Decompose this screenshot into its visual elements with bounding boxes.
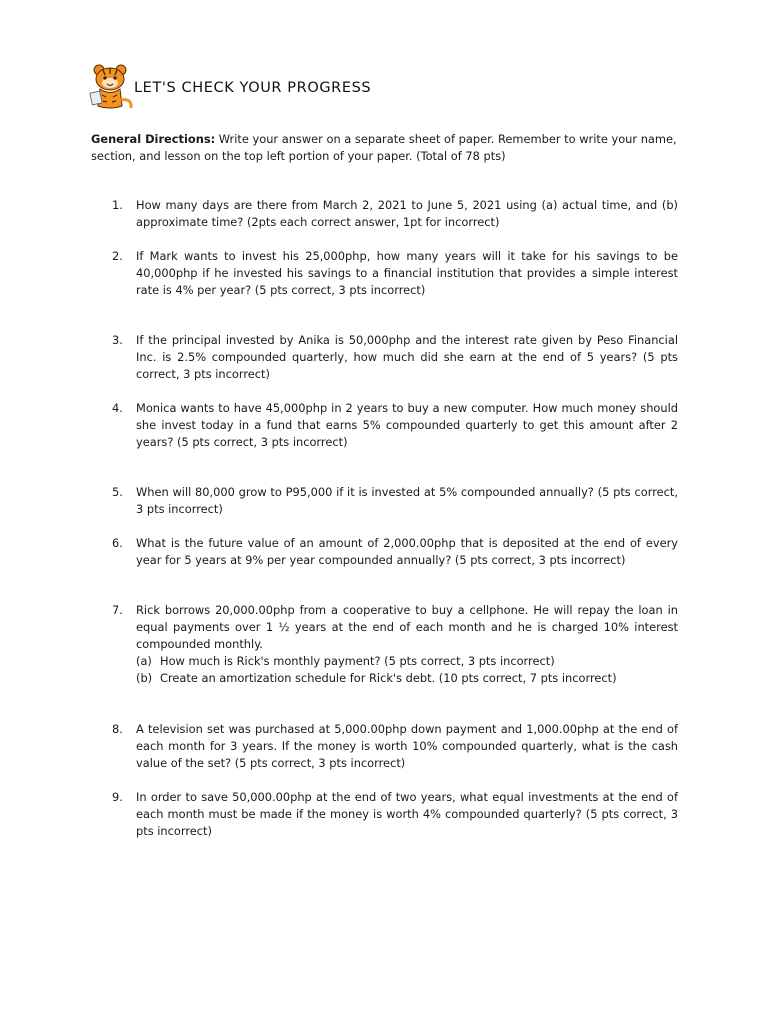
question-text: When will 80,000 grow to P95,000 if it is invested at 5% compounded annually? (5 pts correct, 3 pts incorrect)	[136, 485, 678, 516]
question-number: 7.	[112, 603, 123, 617]
question-item	[112, 535, 678, 569]
question-number: 8.	[112, 722, 123, 736]
question-text: In order to save 50,000.00php at the end of two years, what equal investments at the end of each month must be made if the money is worth 4% compounded quarterly? (5 pts correct, 3 pts incorrect)	[136, 790, 678, 838]
directions-label: General Directions:	[91, 132, 216, 146]
question-number: 6.	[112, 536, 123, 550]
question-number: 2.	[112, 249, 123, 263]
question-number: 1.	[112, 198, 123, 212]
sub-question-tag: (b)	[136, 671, 153, 685]
question-item	[112, 484, 678, 518]
page-title: LET'S CHECK YOUR PROGRESS	[134, 80, 372, 96]
sub-question-tag: (a)	[136, 654, 152, 668]
question-item	[112, 721, 678, 772]
question-item	[112, 400, 678, 451]
question-number: 9.	[112, 790, 123, 804]
question-item	[112, 789, 678, 840]
question-text: Rick borrows 20,000.00php from a cooperative to buy a cellphone. He will repay the loan in equal payments over 1 ½ years at the end of each month and he is charged 10% interest compounded monthly.	[136, 603, 678, 651]
general-directions	[91, 131, 681, 165]
question-item	[112, 332, 678, 383]
question-item	[112, 197, 678, 231]
question-number: 5.	[112, 485, 123, 499]
question-item	[112, 248, 678, 299]
question-text: Monica wants to have 45,000php in 2 years to buy a new computer. How much money should she invest today in a fund that earns 5% compounded quarterly to get this amount after 2 years? (5 pts correct, 3 pts incorrect)	[136, 401, 678, 449]
sub-question-text: Create an amortization schedule for Rick's debt. (10 pts correct, 7 pts incorrect)	[160, 671, 617, 685]
question-text: What is the future value of an amount of 2,000.00php that is deposited at the end of every year for 5 years at 9% per year compounded annually? (5 pts correct, 3 pts incorrect)	[136, 536, 678, 567]
question-item	[112, 602, 678, 687]
question-text: If the principal invested by Anika is 50,000php and the interest rate given by Peso Financial Inc. is 2.5% compounded quarterly, how much did she earn at the end of 5 years? (5 pts correct, 3 pts incorrect)	[136, 333, 678, 381]
question-number: 3.	[112, 333, 123, 347]
tiger-mascot-icon	[88, 62, 138, 112]
page-header	[88, 62, 688, 112]
question-text: A television set was purchased at 5,000.00php down payment and 1,000.00php at the end of each month for 3 years. If the money is worth 10% compounded quarterly, what is the cash value of the set? (5 pts correct, 3 pts incorrect)	[136, 722, 678, 770]
sub-question	[136, 653, 678, 670]
question-number: 4.	[112, 401, 123, 415]
sub-question-text: How much is Rick's monthly payment? (5 pts correct, 3 pts incorrect)	[160, 654, 555, 668]
question-text: If Mark wants to invest his 25,000php, how many years will it take for his savings to be 40,000php if he invested his savings to a financial institution that provides a simple interest rate is 4% per year? (5 pts correct, 3 pts incorrect)	[136, 249, 678, 297]
directions-text: Write your answer on a separate sheet of paper. Remember to write your name, section, and lesson on the top left portion of your paper. (Total of 78 pts)	[91, 132, 677, 163]
question-text: How many days are there from March 2, 2021 to June 5, 2021 using (a) actual time, and (b) approximate time? (2pts each correct answer, 1pt for incorrect)	[136, 198, 678, 229]
sub-question	[136, 670, 678, 687]
